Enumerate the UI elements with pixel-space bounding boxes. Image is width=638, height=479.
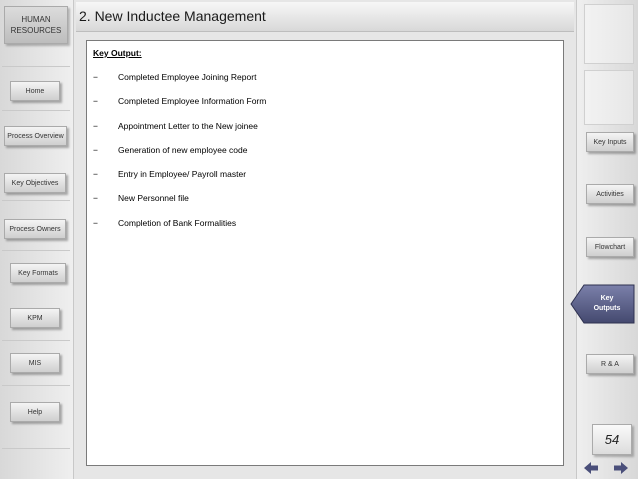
logo-line1: HUMAN bbox=[21, 15, 51, 24]
nav-mis-button[interactable]: MIS bbox=[10, 353, 60, 373]
list-item bbox=[87, 218, 563, 242]
nav-help-button[interactable]: Help bbox=[10, 402, 60, 422]
divider bbox=[2, 448, 70, 449]
list-item-text: Generation of new employee code bbox=[118, 144, 248, 155]
list-item bbox=[87, 193, 563, 217]
nav-process-overview-button[interactable]: Process Overview bbox=[4, 126, 67, 146]
list-item-text: New Personnel file bbox=[118, 193, 189, 204]
divider bbox=[2, 250, 70, 251]
divider bbox=[2, 66, 70, 67]
key-outputs-line1: Key bbox=[600, 295, 614, 302]
list-item bbox=[87, 145, 563, 169]
list-item-text: Completed Employee Information Form bbox=[118, 96, 267, 107]
list-item-text: Entry in Employee/ Payroll master bbox=[118, 169, 247, 180]
page-number: 54 bbox=[592, 424, 632, 455]
right-panel-slot bbox=[584, 70, 634, 125]
content-panel bbox=[86, 40, 564, 466]
previous-arrow-icon[interactable] bbox=[584, 462, 598, 474]
nav-flowchart-button[interactable]: Flowchart bbox=[586, 237, 634, 257]
bullet-dash: − bbox=[93, 193, 98, 204]
list-item-text: Completed Employee Joining Report bbox=[118, 72, 257, 82]
nav-key-objectives-button[interactable]: Key Objectives bbox=[4, 173, 66, 193]
nav-process-owners-button[interactable]: Process Owners bbox=[4, 219, 66, 239]
nav-kpm-button[interactable]: KPM bbox=[10, 308, 60, 328]
key-output-heading: Key Output: bbox=[93, 48, 142, 58]
bullet-dash: − bbox=[93, 72, 98, 82]
output-list bbox=[87, 72, 563, 242]
key-outputs-label[interactable] bbox=[588, 294, 626, 314]
list-item bbox=[87, 169, 563, 193]
key-outputs-line2: Outputs bbox=[593, 305, 621, 312]
bullet-dash: − bbox=[93, 96, 98, 107]
logo-line2: RESOURCES bbox=[10, 26, 62, 35]
right-panel-slot bbox=[584, 4, 634, 64]
bullet-dash: − bbox=[93, 169, 98, 180]
list-item-text: Appointment Letter to the New joinee bbox=[118, 120, 258, 131]
bullet-dash: − bbox=[93, 120, 98, 131]
nav-key-formats-button[interactable]: Key Formats bbox=[10, 263, 66, 283]
divider bbox=[2, 385, 70, 386]
list-item-text: Completion of Bank Formalities bbox=[118, 217, 237, 228]
list-item bbox=[87, 96, 563, 120]
next-arrow-icon[interactable] bbox=[614, 462, 628, 474]
bullet-dash: − bbox=[93, 217, 98, 228]
nav-key-inputs-button[interactable]: Key Inputs bbox=[586, 132, 634, 152]
bullet-dash: − bbox=[93, 144, 98, 155]
nav-home-button[interactable]: Home bbox=[10, 81, 60, 101]
nav-r-and-a-button[interactable]: R & A bbox=[586, 354, 634, 374]
hr-logo bbox=[4, 6, 68, 44]
divider bbox=[2, 110, 70, 111]
list-item bbox=[87, 121, 563, 145]
list-item bbox=[87, 72, 563, 96]
divider bbox=[2, 340, 70, 341]
divider bbox=[2, 200, 70, 201]
page-title: 2. New Inductee Management bbox=[79, 8, 266, 24]
nav-activities-button[interactable]: Activities bbox=[586, 184, 634, 204]
